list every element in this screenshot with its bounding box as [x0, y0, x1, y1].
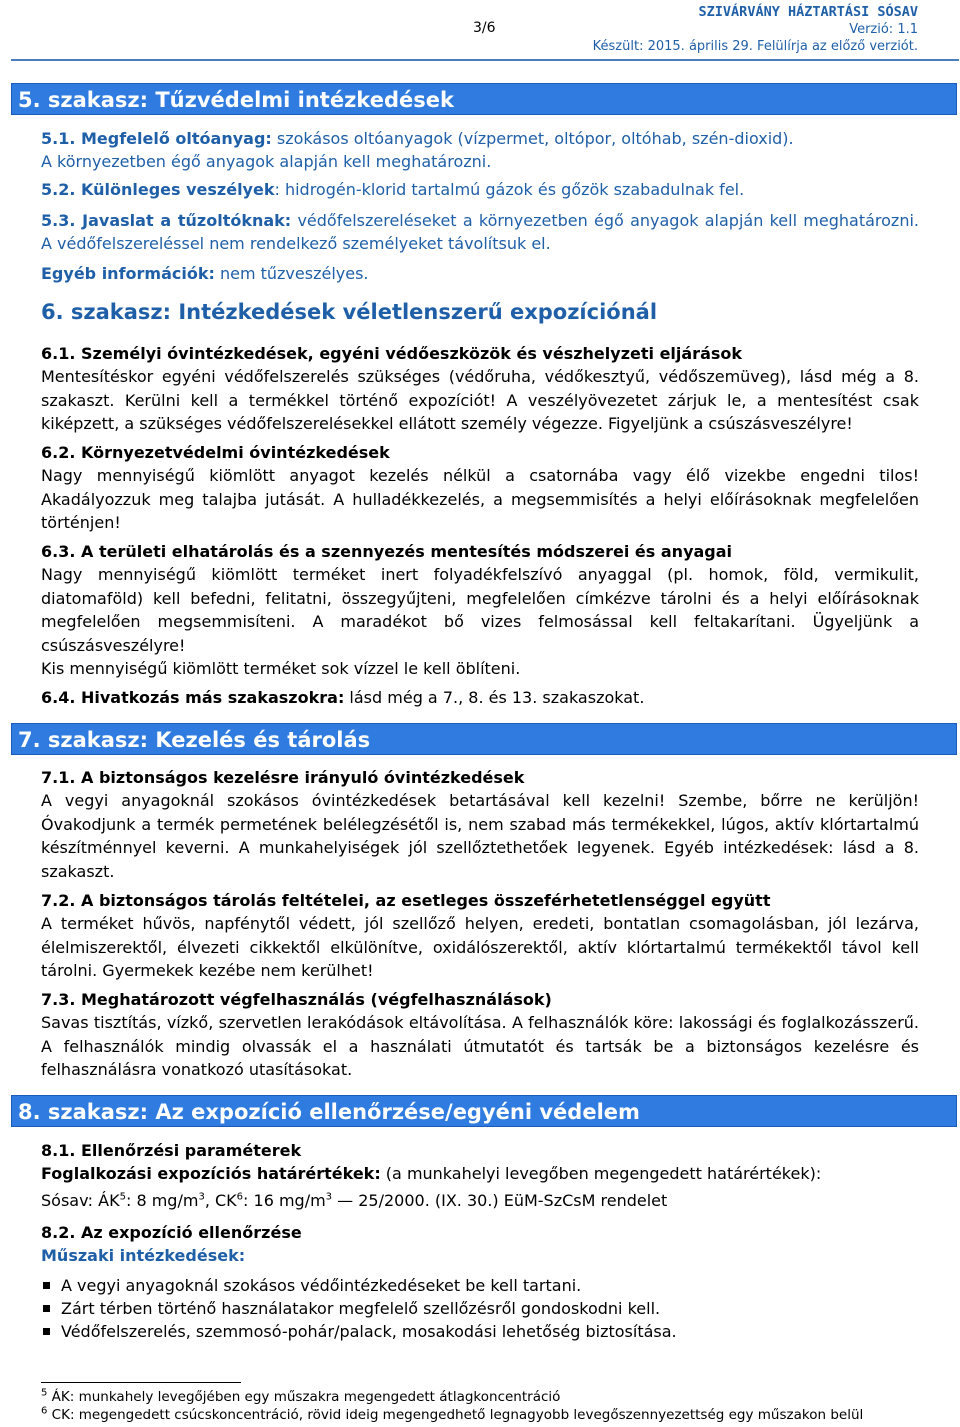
hcl-ck-value: : 16 mg/m	[243, 1190, 326, 1210]
heading-6-4: 6.4. Hivatkozás más szakaszokra:	[41, 688, 345, 707]
limit-label: Foglalkozási expozíciós határértékek:	[41, 1164, 381, 1184]
heading-6-2: 6.2. Környezetvédelmi óvintézkedések	[41, 443, 390, 462]
unit-exponent: 3	[198, 1191, 205, 1203]
section-8-1	[41, 1139, 919, 1212]
section-8-title: 8. szakasz: Az expozíció ellenőrzése/egyéni védelem	[11, 1095, 957, 1127]
document-header	[593, 4, 918, 55]
text-6-3b: Kis mennyiségű kiömlött terméket sok vízzel le kell öblíteni.	[41, 659, 521, 679]
section-5-3	[41, 209, 919, 256]
label-other-info: Egyéb információk:	[41, 264, 215, 283]
heading-7-2: 7.2. A biztonságos tárolás feltételei, az esetleges összeférhetetlenséggel együtt	[41, 891, 771, 910]
made-date: Készült: 2015. április 29. Felülírja az előző verziót.	[592, 39, 918, 54]
text-5-1b: A környezetben égő anyagok alapján kell meghatározni.	[41, 152, 492, 172]
section-7-1	[41, 766, 919, 883]
label-5-3: 5.3. Javaslat a tűzoltóknak:	[41, 211, 292, 230]
page-number: 3/6	[473, 20, 496, 36]
list-item: A vegyi anyagoknál szokásos védőintézkedéseket be kell tartani.	[41, 1274, 921, 1297]
section-5-other	[41, 262, 919, 285]
footnote-ref-5: 5	[119, 1191, 126, 1203]
hcl-limits	[41, 1189, 919, 1212]
footnote-text: ÁK: munkahely levegőjében egy műszakra megengedett átlagkoncentráció	[47, 1389, 561, 1405]
section-5-2	[41, 178, 919, 201]
section-6-title: 6. szakasz: Intézkedések véletlenszerű expozíciónál	[41, 300, 658, 324]
section-7-title: 7. szakasz: Kezelés és tárolás	[11, 723, 957, 755]
heading-8-2: 8.2. Az expozíció ellenőrzése	[41, 1223, 302, 1242]
text-6-3: Nagy mennyiségű kiömlött terméket inert folyadékfelszívó anyaggal (pl. homok, föld, vermikulit, diatomaföld) kell befedni, felitatni, összegyűjteni, megfelelően címkézve tárolni és a helyi előírásoknak megfelelően megsemmisíteni. A maradékot bő vizes felmosással kell feltakarítani. Ügyeljünk a csúszásveszélyre!	[41, 565, 919, 655]
header-divider	[11, 59, 959, 61]
label-5-1: 5.1. Megfelelő oltóanyag:	[41, 129, 272, 148]
text-5-3: védőfelszereléseket a környezetben égő anyagok alapján kell meghatározni. A védőfelszereléssel nem rendelkező személyeket távolítsuk el.	[41, 211, 919, 254]
text-7-2: A terméket hűvös, napfénytől védett, jól szellőző helyen, eredeti, bontatlan csomagolásban, jól lezárva, élelmiszerektől, élvezeti cikkektől elkülönítve, oxidálószerektől, aktív klórtartalmú termékektől távol kell tárolni. Gyermekek kezébe nem kerülhet!	[41, 914, 919, 981]
heading-7-1: 7.1. A biztonságos kezelésre irányuló óvintézkedések	[41, 768, 525, 787]
label-5-2: 5.2. Különleges veszélyek	[41, 180, 275, 199]
section-5-title: 5. szakasz: Tűzvédelmi intézkedések	[11, 83, 957, 115]
heading-8-1: 8.1. Ellenőrzési paraméterek	[41, 1141, 302, 1160]
tech-measures-list	[41, 1274, 921, 1343]
text-other-info: nem tűzveszélyes.	[214, 264, 369, 283]
tech-measures-label	[41, 1244, 919, 1267]
section-5-1	[41, 127, 919, 174]
text-7-1: A vegyi anyagoknál szokásos óvintézkedések betartásával kell kezelni! Szembe, bőrre ne kerüljön! Óvakodjunk a termék permetének belélegzésétől is, nem szabad más termékekkel, lúgos, aktív klórtartalmú készítménnyel keverni. A munkahelyiségek jól szellőztethetőek legyenek. Egyéb intézkedések: lásd a 8. szakaszt.	[41, 791, 919, 881]
footnote-ref-6: 6	[236, 1191, 244, 1203]
footnote-text: CK: megengedett csúcskoncentráció, rövid ideig megengedhető legnagyobb levegőszennyezettség egy műszakon belül	[47, 1407, 864, 1423]
footnote-5	[41, 1388, 560, 1406]
footnote-6	[41, 1406, 863, 1424]
section-6-1	[41, 342, 919, 436]
text-6-1: Mentesítéskor egyéni védőfelszerelés szükséges (védőruha, védőkesztyű, védőszemüveg), lásd még a 8. szakaszt. Kerülni kell a termékkel történő expozíciót! A veszélyövezetet zárjuk le, a mentesítést csak kiképzett, a szükséges védőfelszerelésekkel ellátott személy végezze. Figyeljünk a csúszásveszélyre!	[41, 367, 919, 434]
text-7-3: Savas tisztítás, vízkő, szervetlen lerakódások eltávolítása. A felhasználók köre: lakossági és foglalkozásszerű. A felhasználók mindig olvassák el a használati útmutatót és tartsák be a biztonságos kezelésre és felhasználásra vonatkozó utasításokat.	[41, 1013, 919, 1080]
text-6-4: lásd még a 7., 8. és 13. szakaszokat.	[344, 688, 645, 707]
section-7-2	[41, 889, 919, 983]
section-7-3	[41, 988, 919, 1082]
footnote-number: 5	[41, 1387, 48, 1399]
hcl-ak-value: : 8 mg/m	[125, 1190, 199, 1210]
section-8-2	[41, 1221, 919, 1268]
heading-7-3: 7.3. Meghatározott végfelhasználás (végfelhasználások)	[41, 990, 552, 1009]
product-title: SZIVÁRVÁNY HÁZTARTÁSI SÓSAV	[698, 4, 918, 20]
footnote-number: 6	[41, 1405, 48, 1417]
tech-measures-text: Műszaki intézkedések:	[41, 1246, 246, 1266]
text-6-2: Nagy mennyiségű kiömlött anyagot kezelés nélkül a csatornába vagy élő vizekbe engedni tilos! Akadályozzuk meg talajba jutását. A hulladékkezelés, a megsemmisítés a helyi előírásoknak megfelelően történjen!	[41, 466, 919, 533]
text-5-1: szokásos oltóanyagok (vízpermet, oltópor, oltóhab, szén-dioxid).	[271, 129, 794, 148]
unit-exponent: 3	[325, 1191, 333, 1203]
footnote-divider	[41, 1382, 241, 1383]
list-item: Védőfelszerelés, szemmosó-pohár/palack, mosakodási lehetőség biztosítása.	[41, 1320, 921, 1343]
hcl-ck-label: , CK	[204, 1190, 237, 1210]
limit-text: (a munkahelyi levegőben megengedett határértékek):	[380, 1164, 822, 1184]
version-label: Verzió: 1.1	[849, 22, 918, 37]
hcl-regulation: — 25/2000. (IX. 30.) EüM-SzCsM rendelet	[332, 1190, 668, 1210]
text-5-2: : hidrogén-klorid tartalmú gázok és gőzök szabadulnak fel.	[274, 180, 745, 199]
hcl-ak-label: Sósav: ÁK	[41, 1190, 120, 1210]
heading-6-3: 6.3. A területi elhatárolás és a szennyezés mentesítés módszerei és anyagai	[41, 542, 733, 561]
heading-6-1: 6.1. Személyi óvintézkedések, egyéni védőeszközök és vészhelyzeti eljárások	[41, 344, 743, 363]
section-6-4	[41, 686, 919, 709]
section-6-2	[41, 441, 919, 535]
section-6-3	[41, 540, 919, 680]
list-item: Zárt térben történő használatakor megfelelő szellőzésről gondoskodni kell.	[41, 1297, 921, 1320]
